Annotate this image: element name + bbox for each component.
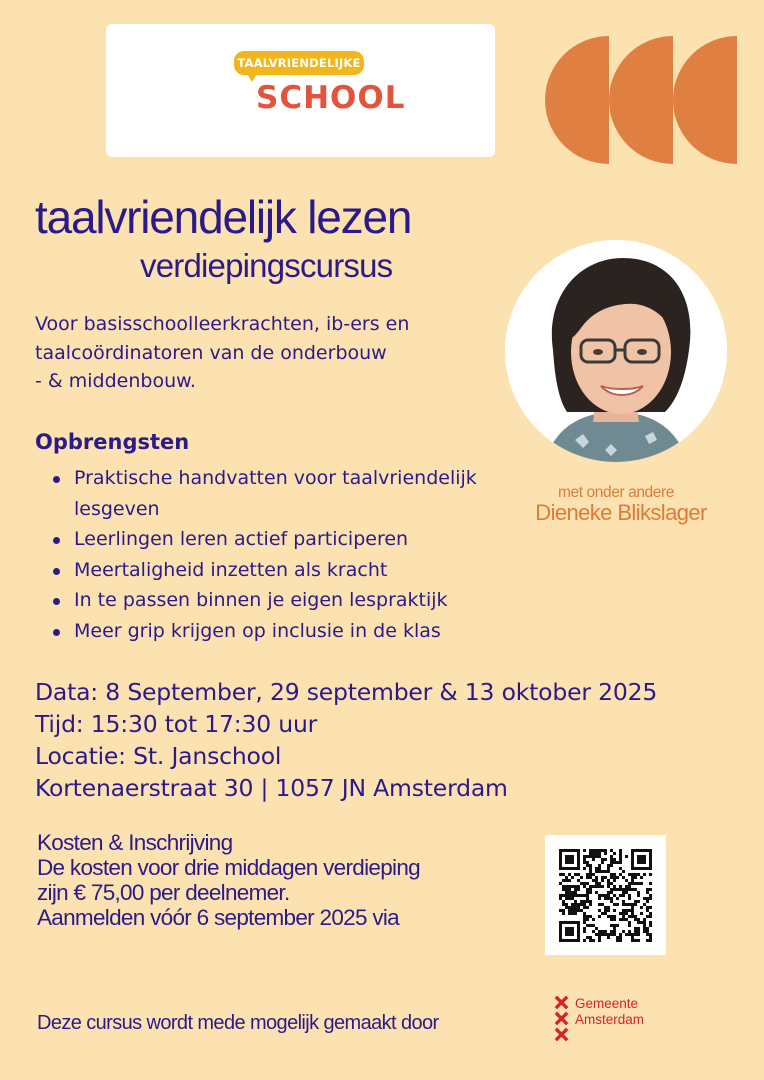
list-item	[50, 555, 520, 586]
benefit-text: Praktische handvatten voor taalvriendelijk lesgeven	[74, 467, 477, 520]
sponsor-name	[575, 996, 644, 1028]
trainer-photo	[505, 240, 727, 462]
costs-line-2: zijn € 75,00 per deelnemer.	[37, 880, 290, 905]
footer-text: Deze cursus wordt mede mogelijk gemaakt door	[37, 1012, 439, 1034]
sponsor-line-1: Gemeente	[575, 996, 639, 1011]
logo-word-school: SCHOOL	[256, 80, 406, 116]
costs-section	[37, 830, 537, 930]
qr-code-icon	[559, 849, 652, 942]
list-item	[50, 463, 520, 524]
list-item	[50, 616, 520, 647]
course-dates: Data: 8 September, 29 september & 13 oktober 2025	[35, 678, 658, 706]
benefit-text: Meer grip krijgen op inclusie in de klas	[74, 619, 441, 642]
list-item	[50, 524, 520, 555]
benefits-list	[50, 463, 520, 647]
costs-heading: Kosten & Inschrijving	[37, 830, 233, 855]
benefit-text: In te passen binnen je eigen lespraktijk	[74, 589, 448, 612]
logo-card	[106, 24, 495, 157]
page-title: taalvriendelijk lezen	[35, 191, 412, 243]
benefit-text: Leerlingen leren actief participeren	[74, 528, 409, 551]
audience-line-2: taalcoördinatoren van de onderbouw	[35, 341, 387, 364]
course-time: Tijd: 15:30 tot 17:30 uur	[35, 710, 318, 738]
audience-line-3: - & middenbouw.	[35, 370, 196, 392]
half-circle-3	[673, 36, 737, 164]
orange-half-circles-icon	[545, 36, 740, 166]
benefit-text: Meertaligheid inzetten als kracht	[74, 558, 388, 581]
course-details	[35, 676, 735, 804]
sponsor-line-2: Amsterdam	[575, 1012, 645, 1027]
course-location: Locatie: St. Janschool	[35, 742, 282, 770]
trainer-intro: met onder andere	[558, 484, 674, 501]
audience-text	[35, 310, 505, 396]
audience-line-1: Voor basisschoolleerkrachten, ib-ers en	[35, 313, 410, 335]
logo-word-taalvriendelijke: TAALVRIENDELIJKE	[234, 51, 364, 75]
half-circle-2	[609, 36, 673, 164]
portrait-photo-icon	[505, 240, 727, 462]
costs-line-3: Aanmelden vóór 6 september 2025 via	[37, 905, 399, 930]
triple-x-icon	[555, 996, 569, 1046]
costs-line-1: De kosten voor drie middagen verdieping	[37, 855, 420, 880]
trainer-name: Dieneke Blikslager	[535, 500, 707, 525]
qr-code[interactable]	[545, 835, 666, 955]
page-subtitle: verdiepingscursus	[140, 247, 393, 284]
benefits-heading: Opbrengsten	[35, 430, 190, 454]
half-circle-1	[545, 36, 609, 164]
list-item	[50, 585, 520, 616]
course-address: Kortenaerstraat 30 | 1057 JN Amsterdam	[35, 774, 508, 802]
